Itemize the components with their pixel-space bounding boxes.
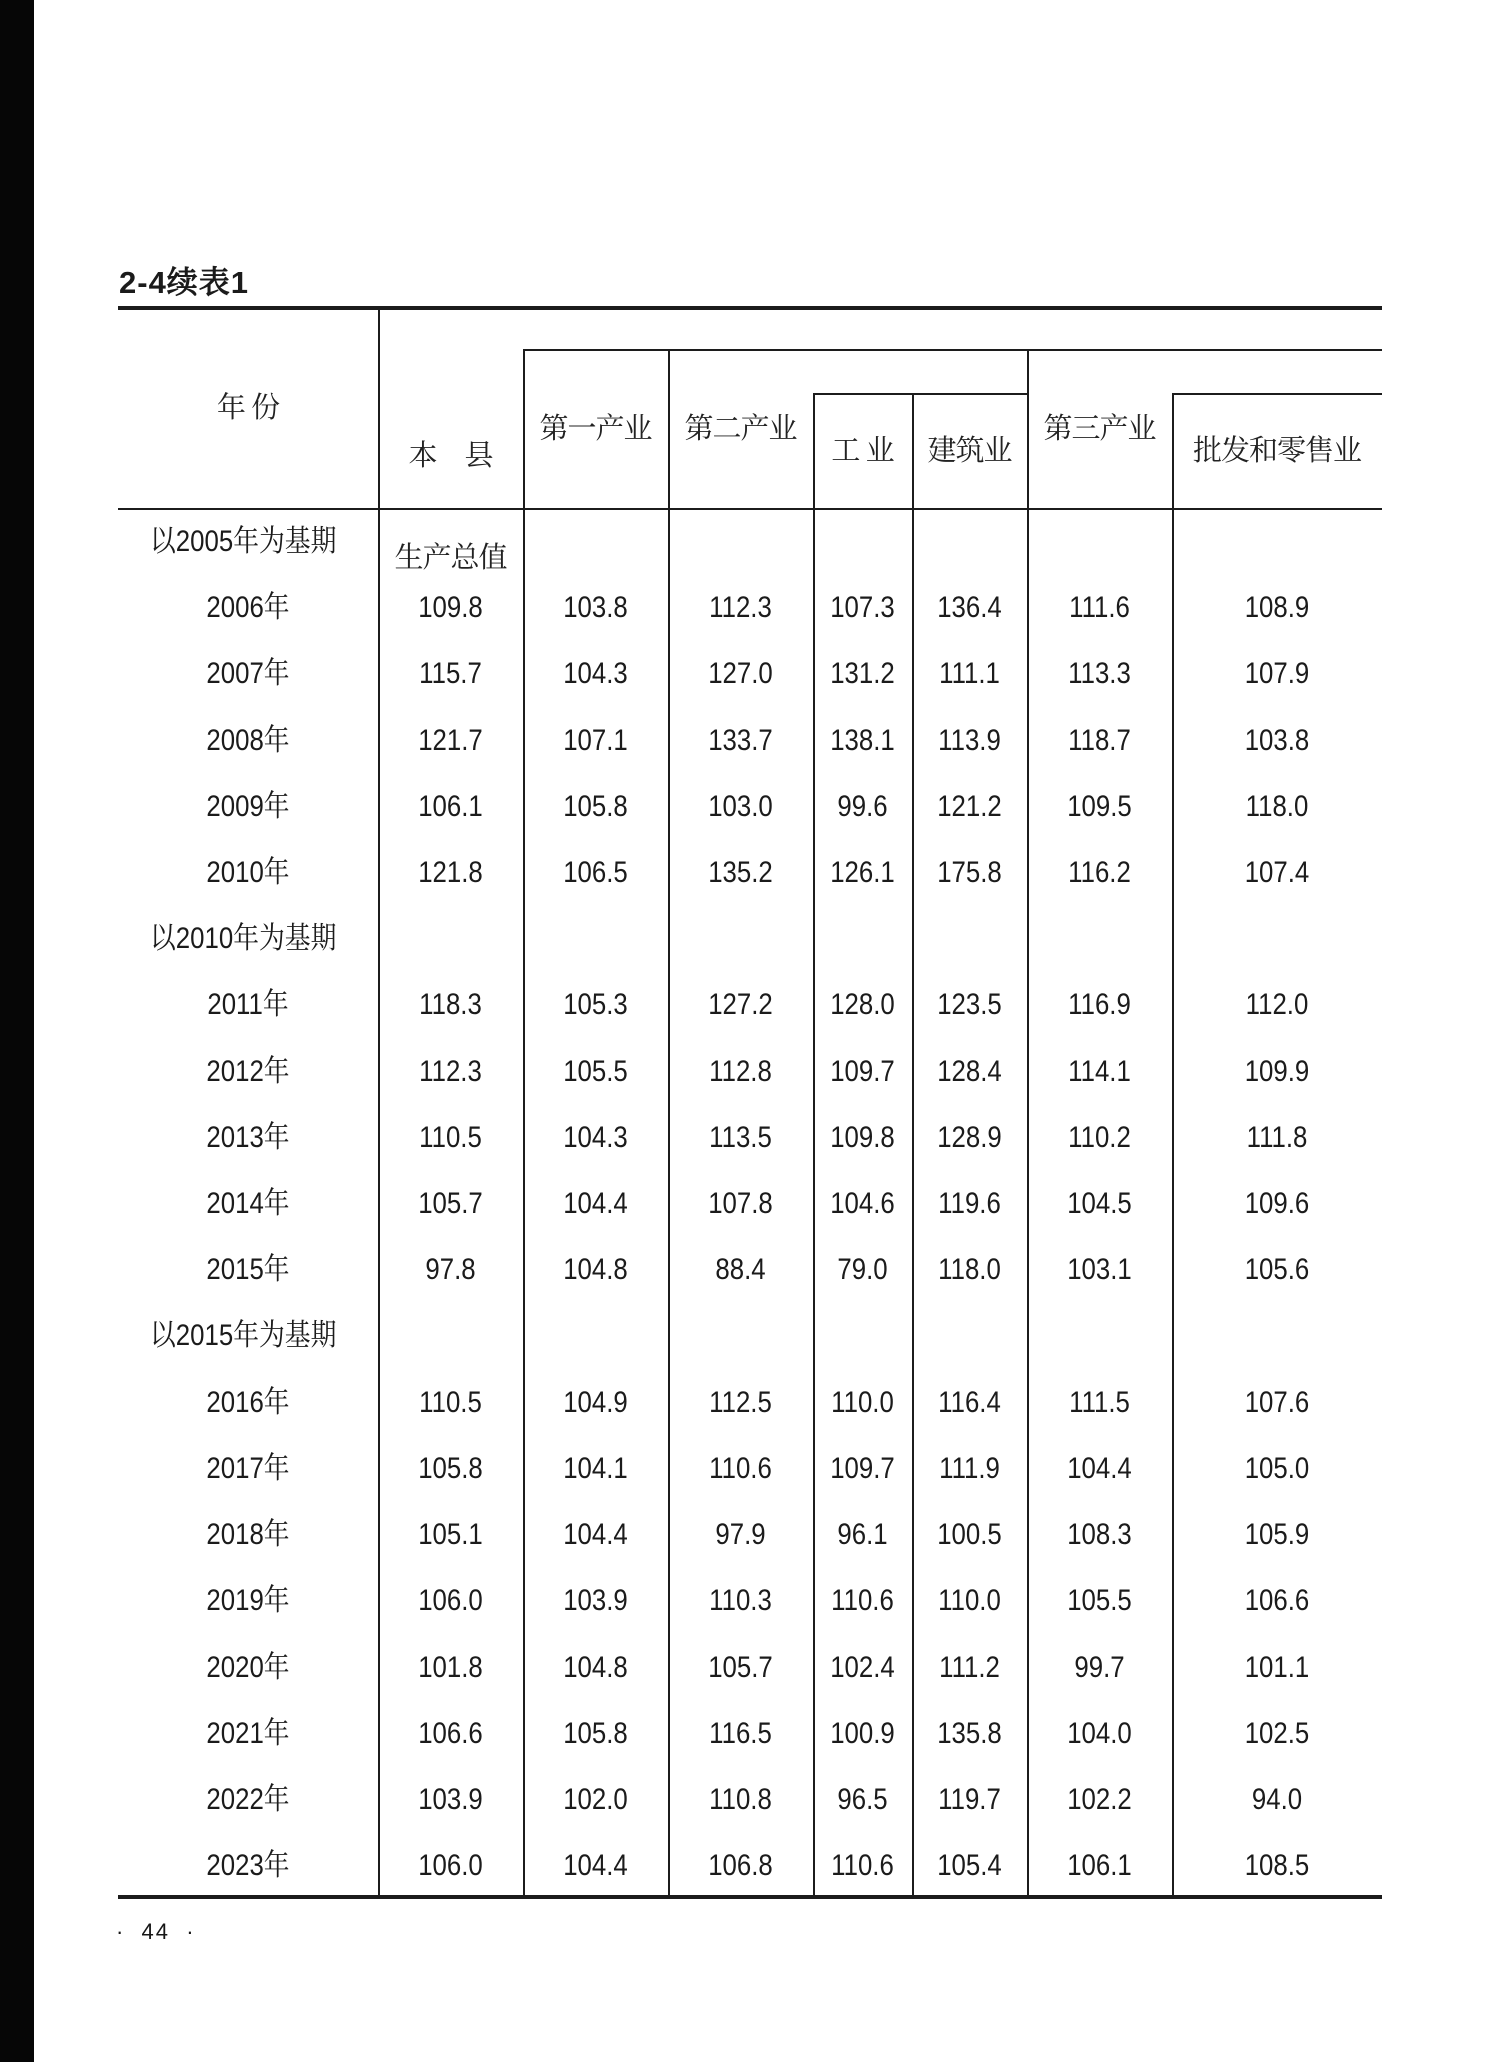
year-label: 2014年 bbox=[206, 1187, 290, 1220]
year-label: 2018年 bbox=[206, 1518, 290, 1551]
table-row bbox=[0, 1436, 1509, 1502]
value-tertiary: 118.7 bbox=[1068, 724, 1131, 757]
value-wholesale: 106.6 bbox=[1244, 1584, 1310, 1617]
value-tertiary: 110.2 bbox=[1068, 1121, 1131, 1154]
value-industry: 110.6 bbox=[831, 1849, 894, 1882]
value-gdp: 105.1 bbox=[418, 1518, 483, 1551]
value-tertiary: 102.2 bbox=[1067, 1783, 1132, 1816]
value-secondary: 110.6 bbox=[709, 1452, 772, 1485]
year-label: 2016年 bbox=[206, 1386, 290, 1419]
value-gdp: 105.8 bbox=[418, 1452, 483, 1485]
value-primary: 102.0 bbox=[563, 1783, 628, 1816]
value-primary: 105.5 bbox=[563, 1055, 628, 1088]
value-construction: 100.5 bbox=[937, 1518, 1002, 1551]
value-wholesale: 111.8 bbox=[1246, 1121, 1308, 1154]
value-construction: 118.0 bbox=[938, 1253, 1001, 1286]
value-gdp: 101.8 bbox=[418, 1651, 483, 1684]
table-row bbox=[0, 1568, 1509, 1634]
header-year: 年 份 bbox=[216, 392, 280, 424]
year-label: 2022年 bbox=[206, 1783, 290, 1816]
header-industry: 工 业 bbox=[831, 435, 894, 467]
value-industry: 109.8 bbox=[830, 1121, 895, 1154]
value-industry: 100.9 bbox=[830, 1717, 895, 1750]
value-industry: 126.1 bbox=[830, 856, 895, 889]
year-label: 2023年 bbox=[206, 1849, 290, 1882]
value-secondary: 110.8 bbox=[709, 1783, 772, 1816]
value-wholesale: 109.9 bbox=[1244, 1055, 1310, 1088]
value-secondary: 106.8 bbox=[708, 1849, 773, 1882]
value-tertiary: 111.6 bbox=[1069, 591, 1130, 624]
value-wholesale: 105.9 bbox=[1244, 1518, 1310, 1551]
value-gdp: 121.7 bbox=[418, 724, 483, 757]
value-wholesale: 108.5 bbox=[1244, 1849, 1310, 1882]
year-label: 2013年 bbox=[206, 1121, 290, 1154]
value-construction: 111.9 bbox=[939, 1452, 1000, 1485]
table-row bbox=[0, 1767, 1509, 1833]
value-primary: 104.9 bbox=[563, 1386, 628, 1419]
value-gdp: 106.6 bbox=[418, 1717, 483, 1750]
page-number: · 44 · bbox=[116, 1919, 196, 1944]
table-row-group bbox=[0, 509, 1509, 575]
value-gdp: 118.3 bbox=[419, 988, 482, 1021]
base-period-label: 以2010年为基期 bbox=[150, 922, 337, 955]
value-primary: 105.3 bbox=[563, 988, 628, 1021]
base-period-label: 以2005年为基期 bbox=[150, 525, 337, 558]
year-label: 2015年 bbox=[206, 1253, 290, 1286]
value-secondary: 88.4 bbox=[715, 1253, 766, 1286]
value-construction: 128.4 bbox=[937, 1055, 1002, 1088]
value-primary: 104.1 bbox=[563, 1452, 628, 1485]
year-label: 2010年 bbox=[206, 856, 290, 889]
value-industry: 138.1 bbox=[830, 724, 895, 757]
value-primary: 105.8 bbox=[563, 1717, 628, 1750]
value-secondary: 105.7 bbox=[708, 1651, 773, 1684]
table-row bbox=[0, 1701, 1509, 1767]
value-industry: 107.3 bbox=[830, 591, 895, 624]
year-label: 2009年 bbox=[206, 790, 290, 823]
value-tertiary: 106.1 bbox=[1067, 1849, 1132, 1882]
header-construction: 建筑业 bbox=[927, 435, 1012, 467]
table-row bbox=[0, 1635, 1509, 1701]
value-industry: 109.7 bbox=[830, 1055, 895, 1088]
value-secondary: 116.5 bbox=[709, 1717, 772, 1750]
value-gdp: 106.0 bbox=[418, 1584, 483, 1617]
table-row bbox=[0, 774, 1509, 840]
value-primary: 103.8 bbox=[563, 591, 628, 624]
table-row bbox=[0, 1502, 1509, 1568]
value-tertiary: 114.1 bbox=[1068, 1055, 1131, 1088]
value-wholesale: 105.6 bbox=[1244, 1253, 1310, 1286]
value-construction: 121.2 bbox=[937, 790, 1002, 823]
value-construction: 175.8 bbox=[937, 856, 1002, 889]
header-secondary-industry: 第二产业 bbox=[684, 413, 797, 445]
table-row bbox=[0, 1833, 1509, 1899]
value-primary: 107.1 bbox=[563, 724, 628, 757]
value-secondary: 135.2 bbox=[708, 856, 773, 889]
value-tertiary: 116.9 bbox=[1068, 988, 1131, 1021]
year-label: 2020年 bbox=[206, 1651, 290, 1684]
value-primary: 104.4 bbox=[563, 1518, 628, 1551]
value-wholesale: 109.6 bbox=[1244, 1187, 1310, 1220]
value-primary: 103.9 bbox=[563, 1584, 628, 1617]
value-tertiary: 116.2 bbox=[1068, 856, 1131, 889]
header-wholesale-retail: 批发和零售业 bbox=[1192, 435, 1361, 467]
table-row bbox=[0, 1039, 1509, 1105]
table-title: 2-4续表1 bbox=[119, 265, 250, 300]
value-construction: 136.4 bbox=[937, 591, 1002, 624]
value-wholesale: 101.1 bbox=[1244, 1651, 1310, 1684]
value-tertiary: 99.7 bbox=[1074, 1651, 1125, 1684]
table-row bbox=[0, 840, 1509, 906]
value-construction: 119.7 bbox=[938, 1783, 1001, 1816]
value-industry: 128.0 bbox=[830, 988, 895, 1021]
value-wholesale: 102.5 bbox=[1244, 1717, 1310, 1750]
year-label: 2021年 bbox=[206, 1717, 290, 1750]
value-secondary: 107.8 bbox=[708, 1187, 773, 1220]
table-row bbox=[0, 1105, 1509, 1171]
value-wholesale: 108.9 bbox=[1244, 591, 1310, 624]
value-secondary: 112.8 bbox=[709, 1055, 772, 1088]
value-industry: 102.4 bbox=[830, 1651, 895, 1684]
header-primary-industry: 第一产业 bbox=[539, 413, 652, 445]
value-industry: 104.6 bbox=[830, 1187, 895, 1220]
value-industry: 96.1 bbox=[837, 1518, 888, 1551]
value-secondary: 112.3 bbox=[709, 591, 772, 624]
value-gdp: 110.5 bbox=[419, 1386, 482, 1419]
table-row bbox=[0, 972, 1509, 1038]
value-wholesale: 105.0 bbox=[1244, 1452, 1310, 1485]
table-row bbox=[0, 1370, 1509, 1436]
value-tertiary: 109.5 bbox=[1067, 790, 1132, 823]
header-tertiary-industry: 第三产业 bbox=[1043, 413, 1156, 445]
table-row-group bbox=[0, 1303, 1509, 1369]
value-primary: 105.8 bbox=[563, 790, 628, 823]
value-wholesale: 112.0 bbox=[1245, 988, 1309, 1021]
value-gdp: 110.5 bbox=[419, 1121, 482, 1154]
year-label: 2007年 bbox=[206, 657, 290, 690]
value-wholesale: 107.4 bbox=[1244, 856, 1310, 889]
value-tertiary: 105.5 bbox=[1067, 1584, 1132, 1617]
value-tertiary: 113.3 bbox=[1068, 657, 1131, 690]
value-industry: 79.0 bbox=[837, 1253, 888, 1286]
value-gdp: 121.8 bbox=[418, 856, 483, 889]
table-row bbox=[0, 575, 1509, 641]
value-secondary: 133.7 bbox=[708, 724, 773, 757]
value-primary: 104.3 bbox=[563, 657, 628, 690]
value-secondary: 127.0 bbox=[708, 657, 773, 690]
value-primary: 104.8 bbox=[563, 1651, 628, 1684]
year-label: 2011年 bbox=[207, 988, 289, 1021]
value-tertiary: 104.5 bbox=[1067, 1187, 1132, 1220]
year-label: 2006年 bbox=[206, 591, 290, 624]
value-construction: 116.4 bbox=[938, 1386, 1001, 1419]
value-industry: 109.7 bbox=[830, 1452, 895, 1485]
value-construction: 123.5 bbox=[937, 988, 1002, 1021]
value-tertiary: 104.4 bbox=[1067, 1452, 1132, 1485]
value-construction: 111.2 bbox=[939, 1651, 1000, 1684]
year-label: 2008年 bbox=[206, 724, 290, 757]
base-period-label: 以2015年为基期 bbox=[150, 1319, 337, 1352]
value-secondary: 110.3 bbox=[709, 1584, 772, 1617]
value-primary: 104.4 bbox=[563, 1849, 628, 1882]
value-primary: 106.5 bbox=[563, 856, 628, 889]
value-tertiary: 104.0 bbox=[1067, 1717, 1132, 1750]
value-primary: 104.3 bbox=[563, 1121, 628, 1154]
value-primary: 104.4 bbox=[563, 1187, 628, 1220]
value-tertiary: 103.1 bbox=[1067, 1253, 1132, 1286]
value-tertiary: 108.3 bbox=[1067, 1518, 1132, 1551]
value-gdp: 112.3 bbox=[419, 1055, 482, 1088]
table-row bbox=[0, 708, 1509, 774]
value-secondary: 97.9 bbox=[715, 1518, 766, 1551]
table-row bbox=[0, 1171, 1509, 1237]
value-gdp: 109.8 bbox=[418, 591, 483, 624]
value-industry: 110.0 bbox=[831, 1386, 894, 1419]
value-gdp: 103.9 bbox=[418, 1783, 483, 1816]
value-gdp: 106.0 bbox=[418, 1849, 483, 1882]
value-secondary: 103.0 bbox=[708, 790, 773, 823]
value-gdp: 97.8 bbox=[425, 1253, 476, 1286]
value-construction: 113.9 bbox=[938, 724, 1001, 757]
table-row bbox=[0, 641, 1509, 707]
value-gdp: 105.7 bbox=[418, 1187, 483, 1220]
value-wholesale: 94.0 bbox=[1251, 1783, 1303, 1816]
header-county-gdp bbox=[378, 372, 523, 574]
value-wholesale: 107.6 bbox=[1244, 1386, 1310, 1419]
value-industry: 110.6 bbox=[831, 1584, 894, 1617]
year-label: 2017年 bbox=[206, 1452, 290, 1485]
value-wholesale: 107.9 bbox=[1244, 657, 1310, 690]
value-secondary: 113.5 bbox=[709, 1121, 772, 1154]
value-gdp: 106.1 bbox=[418, 790, 483, 823]
value-industry: 96.5 bbox=[837, 1783, 888, 1816]
value-gdp: 115.7 bbox=[419, 657, 482, 690]
value-wholesale: 103.8 bbox=[1244, 724, 1310, 757]
value-secondary: 127.2 bbox=[708, 988, 773, 1021]
value-secondary: 112.5 bbox=[709, 1386, 772, 1419]
value-construction: 135.8 bbox=[937, 1717, 1002, 1750]
value-construction: 119.6 bbox=[938, 1187, 1001, 1220]
table-row-group bbox=[0, 906, 1509, 972]
table-row bbox=[0, 1237, 1509, 1303]
year-label: 2019年 bbox=[206, 1584, 290, 1617]
value-industry: 131.2 bbox=[830, 657, 895, 690]
value-construction: 111.1 bbox=[939, 657, 1000, 690]
value-wholesale: 118.0 bbox=[1245, 790, 1309, 823]
header-county-gdp-line1: 本 县 bbox=[408, 440, 493, 472]
value-construction: 110.0 bbox=[938, 1584, 1001, 1617]
value-construction: 128.9 bbox=[937, 1121, 1002, 1154]
year-label: 2012年 bbox=[206, 1055, 290, 1088]
value-industry: 99.6 bbox=[837, 790, 888, 823]
value-construction: 105.4 bbox=[937, 1849, 1002, 1882]
value-tertiary: 111.5 bbox=[1069, 1386, 1130, 1419]
value-primary: 104.8 bbox=[563, 1253, 628, 1286]
header-county-gdp-line2: 生产总值 bbox=[394, 542, 507, 574]
